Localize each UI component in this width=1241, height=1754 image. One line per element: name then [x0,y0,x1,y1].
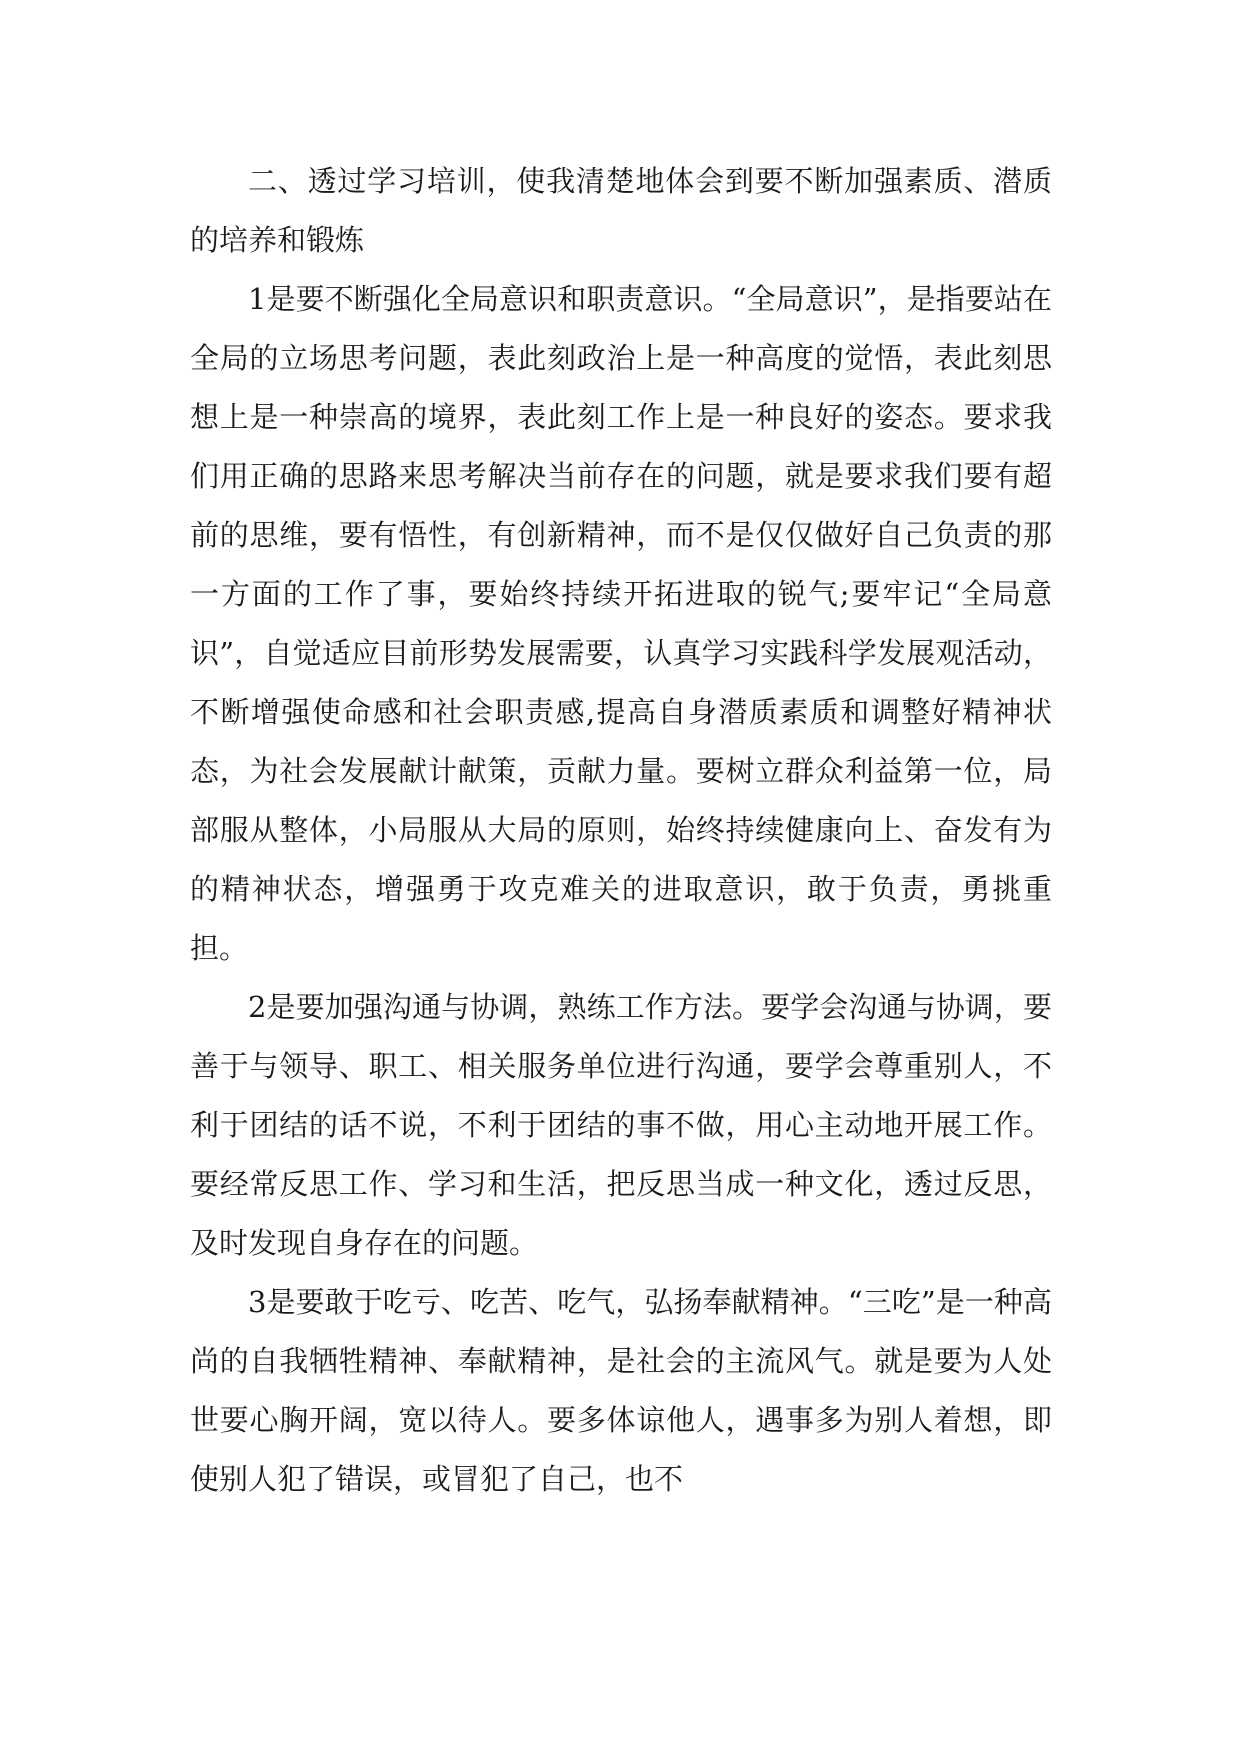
body-paragraph-3: 3是要敢于吃亏、吃苦、吃气，弘扬奉献精神。“三吃”是一种高尚的自我牺牲精神、奉献精神，是社会的主流风气。就是要为人处世要心胸开阔，宽以待人。要多体谅他人，遇事多为别人着想，即使别人犯了错误，或冒犯了自己，也不 [190,1285,1052,1496]
body-paragraph-2: 2是要加强沟通与协调，熟练工作方法。要学会沟通与协调，要善于与领导、职工、相关服务单位进行沟通，要学会尊重别人，不利于团结的话不说，不利于团结的事不做，用心主动地开展工作。要经常反思工作、学习和生活，把反思当成一种文化，透过反思，及时发现自身存在的问题。 [190,990,1052,1260]
body-paragraph-1: 1是要不断强化全局意识和职责意识。“全局意识”，是指要站在全局的立场思考问题，表此刻政治上是一种高度的觉悟，表此刻思想上是一种崇高的境界，表此刻工作上是一种良好的姿态。要求我们用正确的思路来思考解决当前存在的问题，就是要求我们要有超前的思维，要有悟性，有创新精神，而不是仅仅做好自己负责的那一方面的工作了事，要始终持续开拓进取的锐气;要牢记“全局意识”，自觉适应目前形势发展需要，认真学习实践科学发展观活动，不断增强使命感和社会职责感,提高自身潜质素质和调整好精神状态，为社会发展献计献策，贡献力量。要树立群众利益第一位，局部服从整体，小局服从大局的原则，始终持续健康向上、奋发有为的精神状态，增强勇于攻克难关的进取意识，敢于负责，勇挑重担。 [190,282,1052,965]
document-body [190,152,1052,1509]
section-heading-paragraph: 二、透过学习培训，使我清楚地体会到要不断加强素质、潜质的培养和锻炼 [190,164,1052,257]
